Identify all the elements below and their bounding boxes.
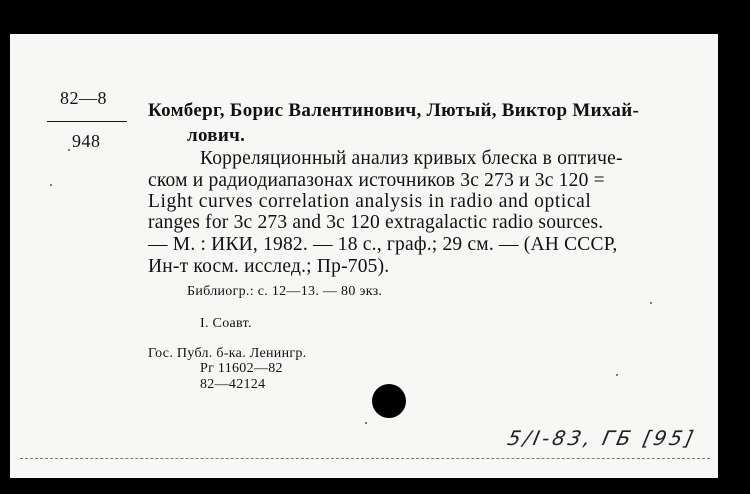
catalog-card <box>10 34 718 478</box>
call-number-bottom: 948 <box>72 131 101 151</box>
scan-speck <box>616 374 618 376</box>
description-line: Light curves correlation analysis in radio and optical <box>148 191 592 212</box>
registration-number: Рг 11602—82 <box>200 361 283 376</box>
description-line: Ин-т косм. исслед.; Пр-705). <box>148 256 390 277</box>
bottom-edge-line <box>20 458 710 459</box>
scan-speck <box>650 302 652 304</box>
handwritten-note: 5/I-83, ГБ [95] <box>505 426 699 450</box>
author-heading-line1: Комберг, Борис Валентинович, Лютый, Виктор Михай- <box>148 100 640 121</box>
author-heading-line2: лович. <box>187 125 246 146</box>
call-number-top: 82—8 <box>60 88 107 108</box>
description-line: ском и радиодиапазонах источников 3с 273 и 3с 120 = <box>148 170 605 191</box>
scan-speck <box>68 149 70 151</box>
library-name: Гос. Публ. б-ка. Ленингр. <box>148 346 307 361</box>
added-entry: I. Соавт. <box>200 316 252 331</box>
description-line: — М. : ИКИ, 1982. — 18 с., граф.; 29 см. — (АН СССР, <box>148 234 618 255</box>
description-line: Корреляционный анализ кривых блеска в оптиче- <box>200 148 623 169</box>
description-line: ranges for 3c 273 and 3c 120 extragalactic radio sources. <box>148 212 604 233</box>
scan-speck <box>365 422 367 424</box>
scan-speck <box>50 184 52 186</box>
call-number-divider <box>47 121 127 122</box>
bibliography-note: Библиогр.: с. 12—13. — 80 экз. <box>187 284 383 299</box>
punch-hole <box>372 384 406 418</box>
card-number: 82—42124 <box>200 377 266 392</box>
